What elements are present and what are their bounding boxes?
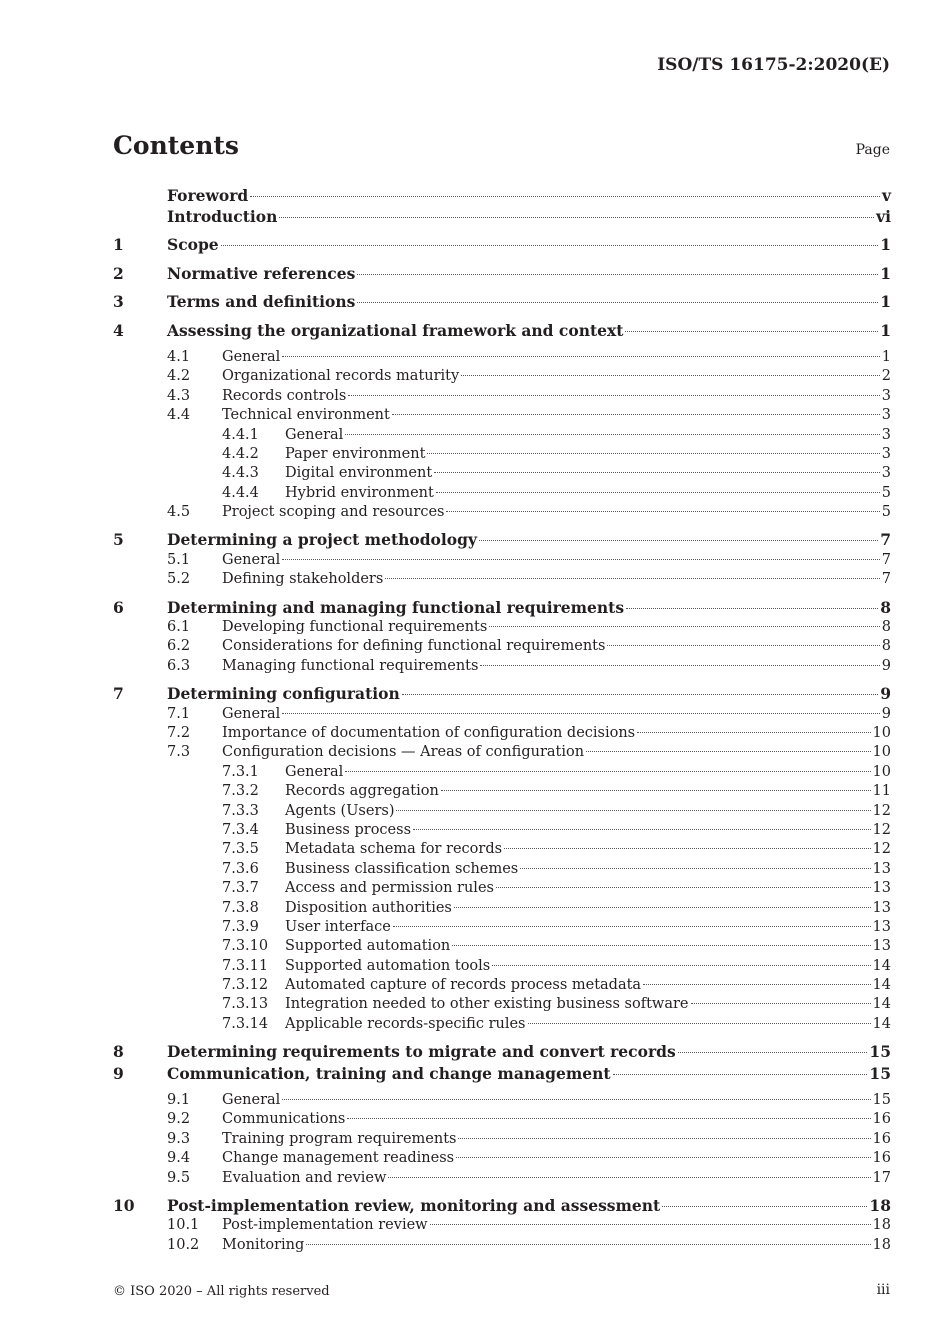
toc-entry-page: 11 bbox=[872, 783, 891, 800]
toc-entry[interactable] bbox=[113, 841, 891, 860]
dot-leader bbox=[461, 375, 880, 376]
dot-leader bbox=[454, 907, 871, 908]
toc-entry-page: 1 bbox=[880, 263, 891, 283]
dot-leader bbox=[458, 1138, 870, 1139]
toc-entry-number: 9.1 bbox=[167, 1092, 191, 1109]
table-of-contents bbox=[113, 186, 891, 1256]
toc-entry-number: 4.2 bbox=[167, 368, 191, 385]
toc-entry-title: Assessing the organizational framework and context bbox=[167, 320, 624, 340]
toc-entry-number: 4 bbox=[113, 320, 124, 340]
dot-leader bbox=[393, 926, 871, 927]
toc-entry-page: vi bbox=[876, 207, 891, 226]
dot-leader bbox=[480, 665, 879, 666]
toc-entry-title: Digital environment bbox=[285, 465, 433, 482]
toc-entry-number: 7.3.3 bbox=[222, 802, 259, 819]
dot-leader bbox=[396, 810, 870, 811]
toc-entry[interactable] bbox=[113, 1035, 891, 1063]
dot-leader bbox=[282, 559, 879, 560]
toc-entry-number: 9.5 bbox=[167, 1169, 191, 1186]
toc-entry-title: Scope bbox=[167, 235, 219, 255]
toc-entry[interactable] bbox=[113, 485, 891, 504]
toc-entry-number: 9.2 bbox=[167, 1111, 191, 1128]
toc-entry-title: Business classification schemes bbox=[285, 860, 519, 877]
toc-entry-number: 7.3.2 bbox=[222, 783, 259, 800]
toc-entry-number: 7.3.10 bbox=[222, 938, 269, 955]
toc-entry[interactable] bbox=[113, 958, 891, 977]
toc-entry-page: 5 bbox=[881, 484, 891, 501]
toc-entry[interactable] bbox=[113, 523, 891, 551]
toc-entry-page: 1 bbox=[880, 320, 891, 340]
toc-entry-page: 9 bbox=[881, 657, 891, 674]
toc-entry-number: 6 bbox=[113, 597, 124, 617]
toc-entry-number: 5.1 bbox=[167, 551, 191, 568]
toc-entry-number: 7.2 bbox=[167, 724, 191, 741]
toc-entry[interactable] bbox=[113, 677, 891, 705]
toc-entry-title: Agents (Users) bbox=[285, 802, 395, 819]
toc-entry[interactable] bbox=[113, 764, 891, 783]
toc-entry-number: 4.1 bbox=[167, 348, 191, 365]
toc-entry[interactable] bbox=[113, 1170, 891, 1189]
toc-entry-title: Introduction bbox=[167, 207, 278, 226]
toc-entry-number: 9 bbox=[113, 1063, 124, 1083]
toc-entry-title: General bbox=[285, 763, 344, 780]
toc-entry[interactable] bbox=[113, 1131, 891, 1150]
toc-entry[interactable] bbox=[113, 427, 891, 446]
toc-entry[interactable] bbox=[113, 638, 891, 657]
toc-entry-title: Metadata schema for records bbox=[285, 841, 503, 858]
toc-entry[interactable] bbox=[113, 465, 891, 484]
dot-leader bbox=[528, 1023, 871, 1024]
dot-leader bbox=[643, 984, 870, 985]
toc-entry-page: 15 bbox=[872, 1092, 891, 1109]
toc-entry-title: User interface bbox=[285, 918, 391, 935]
toc-entry-page: 3 bbox=[881, 387, 891, 404]
toc-entry-number: 7.3.11 bbox=[222, 957, 269, 974]
toc-entry-number: 7.3.12 bbox=[222, 977, 269, 994]
dot-leader bbox=[489, 626, 879, 627]
toc-entry-number: 7 bbox=[113, 684, 124, 704]
dot-leader bbox=[625, 331, 878, 332]
document-id: ISO/TS 16175-2:2020(E) bbox=[657, 55, 890, 75]
toc-entry[interactable] bbox=[113, 1092, 891, 1111]
toc-entry-page: 5 bbox=[881, 504, 891, 521]
toc-entry[interactable] bbox=[113, 861, 891, 880]
dot-leader bbox=[626, 608, 878, 609]
toc-entry-title: General bbox=[222, 705, 281, 722]
toc-entry[interactable] bbox=[113, 658, 891, 677]
toc-entry-number: 7.3.6 bbox=[222, 860, 259, 877]
toc-entry-page: 18 bbox=[872, 1236, 891, 1253]
toc-entry-page: 13 bbox=[872, 880, 891, 897]
toc-entry-title: Access and permission rules bbox=[285, 880, 494, 897]
toc-entry-page: 16 bbox=[872, 1111, 891, 1128]
toc-entry-title: Communications bbox=[222, 1111, 346, 1128]
dot-leader bbox=[452, 945, 870, 946]
toc-entry-title: Evaluation and review bbox=[222, 1169, 387, 1186]
toc-entry[interactable] bbox=[113, 504, 891, 523]
toc-entry[interactable] bbox=[113, 1111, 891, 1130]
toc-entry[interactable] bbox=[113, 388, 891, 407]
toc-entry-title: Supported automation bbox=[285, 938, 451, 955]
dot-leader bbox=[348, 395, 879, 396]
copyright-notice: © ISO 2020 – All rights reserved bbox=[113, 1284, 330, 1299]
dot-leader bbox=[496, 887, 871, 888]
toc-entry-number: 7.3.5 bbox=[222, 841, 259, 858]
toc-entry-title: Communication, training and change management bbox=[167, 1063, 611, 1083]
toc-entry-page: 17 bbox=[872, 1169, 891, 1186]
toc-entry[interactable] bbox=[113, 900, 891, 919]
toc-entry-page: 16 bbox=[872, 1130, 891, 1147]
dot-leader bbox=[441, 790, 871, 791]
toc-entry[interactable] bbox=[113, 822, 891, 841]
toc-entry[interactable] bbox=[113, 368, 891, 387]
toc-entry-number: 8 bbox=[113, 1042, 124, 1062]
page-column-label: Page bbox=[855, 142, 890, 158]
toc-entry[interactable] bbox=[113, 552, 891, 571]
dot-leader bbox=[637, 732, 870, 733]
toc-entry[interactable] bbox=[113, 706, 891, 725]
toc-entry-title: Foreword bbox=[167, 186, 249, 205]
toc-entry-page: 15 bbox=[869, 1063, 891, 1083]
dot-leader bbox=[492, 965, 870, 966]
dot-leader bbox=[436, 492, 880, 493]
toc-entry-page: 12 bbox=[872, 802, 891, 819]
toc-entry-number: 7.1 bbox=[167, 705, 191, 722]
toc-entry-title: Disposition authorities bbox=[285, 899, 452, 916]
toc-entry-number: 6.2 bbox=[167, 638, 191, 655]
toc-entry-number: 4.4.1 bbox=[222, 426, 259, 443]
dot-leader bbox=[504, 848, 871, 849]
toc-entry-page: 3 bbox=[881, 426, 891, 443]
toc-entry-number: 7.3.1 bbox=[222, 763, 259, 780]
toc-entry-page: 10 bbox=[872, 744, 891, 761]
dot-leader bbox=[385, 578, 879, 579]
toc-entry[interactable] bbox=[113, 207, 891, 235]
toc-entry-page: 7 bbox=[881, 571, 891, 588]
toc-entry-page: 13 bbox=[872, 899, 891, 916]
dot-leader bbox=[282, 356, 879, 357]
toc-entry-page: 9 bbox=[880, 684, 891, 704]
dot-leader bbox=[388, 1177, 870, 1178]
toc-entry-page: 9 bbox=[881, 705, 891, 722]
dot-leader bbox=[282, 1099, 870, 1100]
toc-entry[interactable] bbox=[113, 264, 891, 292]
toc-entry[interactable] bbox=[113, 1237, 891, 1256]
toc-entry[interactable] bbox=[113, 744, 891, 763]
toc-entry-page: 13 bbox=[872, 860, 891, 877]
dot-leader bbox=[691, 1003, 871, 1004]
toc-entry-page: 18 bbox=[872, 1217, 891, 1234]
toc-entry-page: 1 bbox=[880, 292, 891, 312]
toc-entry-number: 10 bbox=[113, 1195, 135, 1215]
dot-leader bbox=[282, 713, 879, 714]
toc-entry[interactable] bbox=[113, 591, 891, 619]
toc-entry[interactable] bbox=[113, 292, 891, 320]
toc-entry[interactable] bbox=[113, 446, 891, 465]
toc-entry-page: 18 bbox=[869, 1195, 891, 1215]
toc-entry-number: 4.3 bbox=[167, 387, 191, 404]
dot-leader bbox=[357, 274, 878, 275]
dot-leader bbox=[345, 771, 870, 772]
dot-leader bbox=[357, 302, 878, 303]
toc-entry-number: 2 bbox=[113, 263, 124, 283]
toc-entry-title: Business process bbox=[285, 821, 412, 838]
toc-entry[interactable] bbox=[113, 1150, 891, 1169]
toc-entry-title: Configuration decisions — Areas of configuration bbox=[222, 744, 585, 761]
dot-leader bbox=[221, 245, 879, 246]
toc-entry-page: 14 bbox=[872, 977, 891, 994]
toc-entry-page: 2 bbox=[881, 368, 891, 385]
toc-entry-number: 7.3 bbox=[167, 744, 191, 761]
toc-entry-number: 6.1 bbox=[167, 619, 191, 636]
toc-entry-page: 8 bbox=[880, 597, 891, 617]
toc-entry[interactable] bbox=[113, 919, 891, 938]
toc-entry-title: Records controls bbox=[222, 387, 347, 404]
toc-entry-title: Training program requirements bbox=[222, 1130, 457, 1147]
toc-entry[interactable] bbox=[113, 977, 891, 996]
toc-entry-number: 7.3.13 bbox=[222, 996, 269, 1013]
toc-entry-title: Considerations for defining functional requirements bbox=[222, 638, 606, 655]
toc-entry-number: 4.4 bbox=[167, 407, 191, 424]
dot-leader bbox=[520, 868, 870, 869]
toc-entry[interactable] bbox=[113, 1217, 891, 1236]
dot-leader bbox=[446, 511, 879, 512]
toc-entry-title: Integration needed to other existing business software bbox=[285, 996, 689, 1013]
dot-leader bbox=[607, 645, 879, 646]
toc-entry-title: Monitoring bbox=[222, 1236, 305, 1253]
toc-entry-number: 4.4.3 bbox=[222, 465, 259, 482]
toc-entry-page: 12 bbox=[872, 821, 891, 838]
toc-entry[interactable] bbox=[113, 571, 891, 590]
dot-leader bbox=[392, 414, 880, 415]
toc-entry-page: 13 bbox=[872, 938, 891, 955]
dot-leader bbox=[434, 472, 880, 473]
toc-entry-title: General bbox=[222, 551, 281, 568]
toc-entry-page: 12 bbox=[872, 841, 891, 858]
toc-entry-title: Normative references bbox=[167, 263, 356, 283]
toc-entry-title: General bbox=[285, 426, 344, 443]
toc-entry-title: Technical environment bbox=[222, 407, 390, 424]
toc-entry[interactable] bbox=[113, 1189, 891, 1217]
toc-entry-number: 3 bbox=[113, 292, 124, 312]
toc-entry[interactable] bbox=[113, 938, 891, 957]
toc-entry-page: 7 bbox=[880, 530, 891, 550]
toc-entry[interactable] bbox=[113, 803, 891, 822]
toc-entry-number: 1 bbox=[113, 235, 124, 255]
dot-leader bbox=[345, 434, 879, 435]
dot-leader bbox=[678, 1052, 868, 1053]
toc-entry-title: Developing functional requirements bbox=[222, 619, 488, 636]
toc-entry-number: 6.3 bbox=[167, 657, 191, 674]
toc-entry-title: Organizational records maturity bbox=[222, 368, 460, 385]
toc-entry-number: 7.3.7 bbox=[222, 880, 259, 897]
toc-entry-title: Post-implementation review, monitoring and assessment bbox=[167, 1195, 661, 1215]
toc-entry-title: General bbox=[222, 348, 281, 365]
toc-entry[interactable] bbox=[113, 619, 891, 638]
toc-entry-page: 3 bbox=[881, 465, 891, 482]
toc-entry-page: 1 bbox=[880, 235, 891, 255]
dot-leader bbox=[662, 1206, 867, 1207]
toc-entry-title: Managing functional requirements bbox=[222, 657, 479, 674]
toc-entry-title: Defining stakeholders bbox=[222, 571, 384, 588]
dot-leader bbox=[427, 453, 879, 454]
toc-entry-page: 8 bbox=[881, 619, 891, 636]
toc-entry-number: 9.3 bbox=[167, 1130, 191, 1147]
toc-entry[interactable] bbox=[113, 996, 891, 1015]
toc-entry-page: 1 bbox=[881, 348, 891, 365]
toc-entry-number: 7.3.14 bbox=[222, 1015, 269, 1032]
dot-leader bbox=[402, 694, 878, 695]
toc-entry-title: Determining and managing functional requirements bbox=[167, 597, 625, 617]
page-number: iii bbox=[876, 1282, 890, 1298]
toc-entry[interactable] bbox=[113, 1016, 891, 1035]
dot-leader bbox=[456, 1157, 870, 1158]
toc-entry-page: 3 bbox=[881, 407, 891, 424]
dot-leader bbox=[430, 1224, 871, 1225]
toc-entry-page: 8 bbox=[881, 638, 891, 655]
dot-leader bbox=[586, 751, 870, 752]
toc-entry-number: 7.3.4 bbox=[222, 821, 259, 838]
toc-entry-page: 14 bbox=[872, 996, 891, 1013]
toc-entry-title: Terms and definitions bbox=[167, 292, 356, 312]
toc-entry-number: 7.3.9 bbox=[222, 918, 259, 935]
toc-entry[interactable] bbox=[113, 186, 891, 207]
toc-entry-number: 7.3.8 bbox=[222, 899, 259, 916]
dot-leader bbox=[279, 217, 874, 218]
toc-entry-page: 16 bbox=[872, 1150, 891, 1167]
toc-entry-page: 7 bbox=[881, 551, 891, 568]
toc-entry-number: 9.4 bbox=[167, 1150, 191, 1167]
toc-entry-title: Importance of documentation of configuration decisions bbox=[222, 724, 636, 741]
toc-entry-page: 14 bbox=[872, 1015, 891, 1032]
toc-entry-title: Applicable records-specific rules bbox=[285, 1015, 526, 1032]
toc-entry-number: 5 bbox=[113, 530, 124, 550]
toc-entry-number: 5.2 bbox=[167, 571, 191, 588]
toc-entry[interactable] bbox=[113, 349, 891, 368]
toc-entry-title: Change management readiness bbox=[222, 1150, 455, 1167]
toc-entry[interactable] bbox=[113, 321, 891, 349]
dot-leader bbox=[347, 1118, 870, 1119]
toc-entry-title: Project scoping and resources bbox=[222, 504, 445, 521]
toc-entry[interactable] bbox=[113, 783, 891, 802]
dot-leader bbox=[306, 1244, 870, 1245]
toc-entry-page: 13 bbox=[872, 918, 891, 935]
toc-entry-title: Supported automation tools bbox=[285, 957, 491, 974]
toc-entry-title: Paper environment bbox=[285, 445, 426, 462]
toc-entry-page: 15 bbox=[869, 1042, 891, 1062]
toc-entry-title: Determining a project methodology bbox=[167, 530, 477, 550]
toc-entry-title: Records aggregation bbox=[285, 783, 439, 800]
dot-leader bbox=[250, 196, 880, 197]
toc-entry-title: Automated capture of records process metadata bbox=[285, 977, 642, 994]
toc-entry[interactable] bbox=[113, 1064, 891, 1092]
toc-entry-page: 3 bbox=[881, 445, 891, 462]
toc-entry-number: 4.5 bbox=[167, 504, 191, 521]
toc-entry-number: 10.1 bbox=[167, 1217, 200, 1234]
toc-entry[interactable] bbox=[113, 235, 891, 263]
toc-entry-title: General bbox=[222, 1092, 281, 1109]
toc-entry-title: Determining requirements to migrate and convert records bbox=[167, 1042, 676, 1062]
toc-entry-page: 14 bbox=[872, 957, 891, 974]
toc-entry-number: 4.4.4 bbox=[222, 484, 259, 501]
toc-entry[interactable] bbox=[113, 880, 891, 899]
toc-entry-page: v bbox=[881, 186, 891, 205]
toc-entry-page: 10 bbox=[872, 763, 891, 780]
toc-entry-number: 4.4.2 bbox=[222, 445, 259, 462]
toc-entry-title: Determining configuration bbox=[167, 684, 400, 704]
dot-leader bbox=[613, 1074, 868, 1075]
toc-entry-number: 10.2 bbox=[167, 1236, 200, 1253]
page-title: Contents bbox=[113, 131, 240, 160]
toc-entry[interactable] bbox=[113, 725, 891, 744]
dot-leader bbox=[479, 540, 878, 541]
toc-entry-title: Post-implementation review bbox=[222, 1217, 428, 1234]
toc-entry-title: Hybrid environment bbox=[285, 484, 434, 501]
toc-entry[interactable] bbox=[113, 407, 891, 426]
dot-leader bbox=[413, 829, 871, 830]
toc-entry-page: 10 bbox=[872, 724, 891, 741]
